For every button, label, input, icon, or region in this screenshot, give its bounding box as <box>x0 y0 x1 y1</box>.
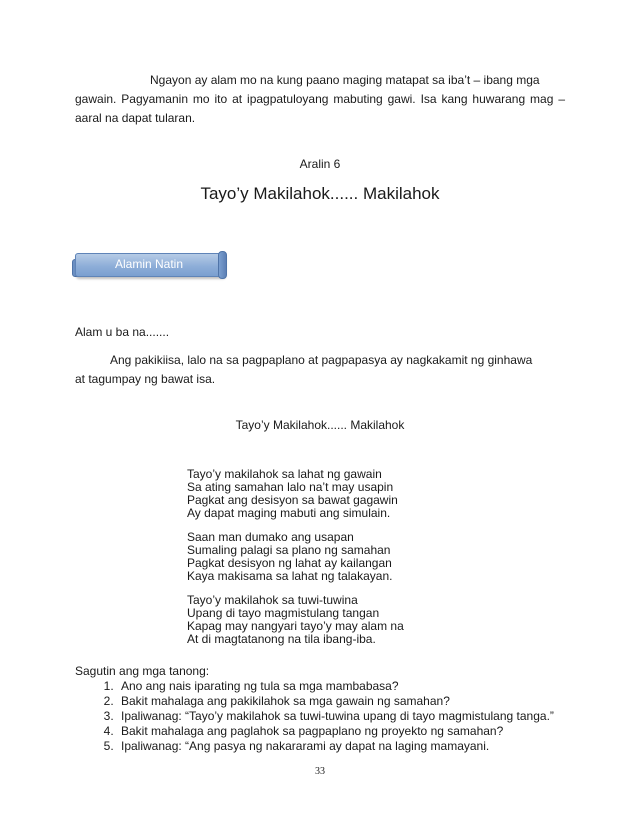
poem-line: Ay dapat maging mabuti ang simulain. <box>187 506 391 520</box>
questions-list <box>75 679 617 754</box>
poem-line: Tayo’y makilahok sa lahat ng gawain <box>187 467 382 481</box>
poem-line: Tayo’y makilahok sa tuwi-tuwina <box>187 593 358 607</box>
banner-label: Alamin Natin <box>114 257 184 271</box>
poem-line: Upang di tayo magmistulang tangan <box>187 606 380 620</box>
poem-title: Tayo’y Makilahok...... Makilahok <box>235 418 405 432</box>
intro-paragraph <box>75 71 565 128</box>
poem-line: Sa ating samahan lalo na’t may usapin <box>187 480 394 494</box>
intro-first-line: Ngayon ay alam mo na kung paano maging matapat sa iba’t – ibang mga <box>150 73 540 87</box>
intro-rest: gawain. Pagyamanin mo ito at ipagpatuloyang mabuting gawi. Isa kang huwarang mag – aaral na dapat tularan. <box>75 92 565 125</box>
poem <box>187 468 404 646</box>
poem-line: Pagkat ang desisyon sa bawat gagawin <box>187 493 398 507</box>
scroll-curl-right-icon <box>218 251 227 279</box>
question-item: 5. Ipaliwanag: “Ang pasya ng nakararami ay dapat na laging mamayani. <box>117 739 617 754</box>
poem-line: Kaya makisama sa lahat ng talakayan. <box>187 569 393 583</box>
question-item: 1. Ano ang nais iparating ng tula sa mga mambabasa? <box>117 679 617 694</box>
poem-line: At di magtatanong na tila ibang-iba. <box>187 632 376 646</box>
alamin-natin-banner <box>75 251 227 277</box>
lesson-title: Tayo’y Makilahok...... Makilahok <box>200 184 440 203</box>
alam-lead: Alam u ba na....... <box>75 325 170 339</box>
poem-line: Sumaling palagi sa plano ng samahan <box>187 543 391 557</box>
question-item: 3. Ipaliwanag: “Tayo’y makilahok sa tuwi-tuwina upang di tayo magmistulang tanga.” <box>117 709 617 724</box>
poem-line: Saan man dumako ang usapan <box>187 530 354 544</box>
poem-line: Pagkat desisyon ng lahat ay kailangan <box>187 556 392 570</box>
poem-line: Kapag may nangyari tayo’y may alam na <box>187 619 404 633</box>
question-item: 2. Bakit mahalaga ang pakikilahok sa mga gawain ng samahan? <box>117 694 617 709</box>
page-number: 33 <box>315 766 325 777</box>
alam-paragraph: Ang pakikiisa, lalo na sa pagpaplano at pagpapasya ay nagkakamit ng ginhawa at tagumpay ng bawat isa. <box>75 353 533 386</box>
lesson-number: Aralin 6 <box>299 157 341 171</box>
questions-heading: Sagutin ang mga tanong: <box>75 664 210 678</box>
question-item: 4. Bakit mahalaga ang paglahok sa pagpaplano ng proyekto ng samahan? <box>117 724 617 739</box>
